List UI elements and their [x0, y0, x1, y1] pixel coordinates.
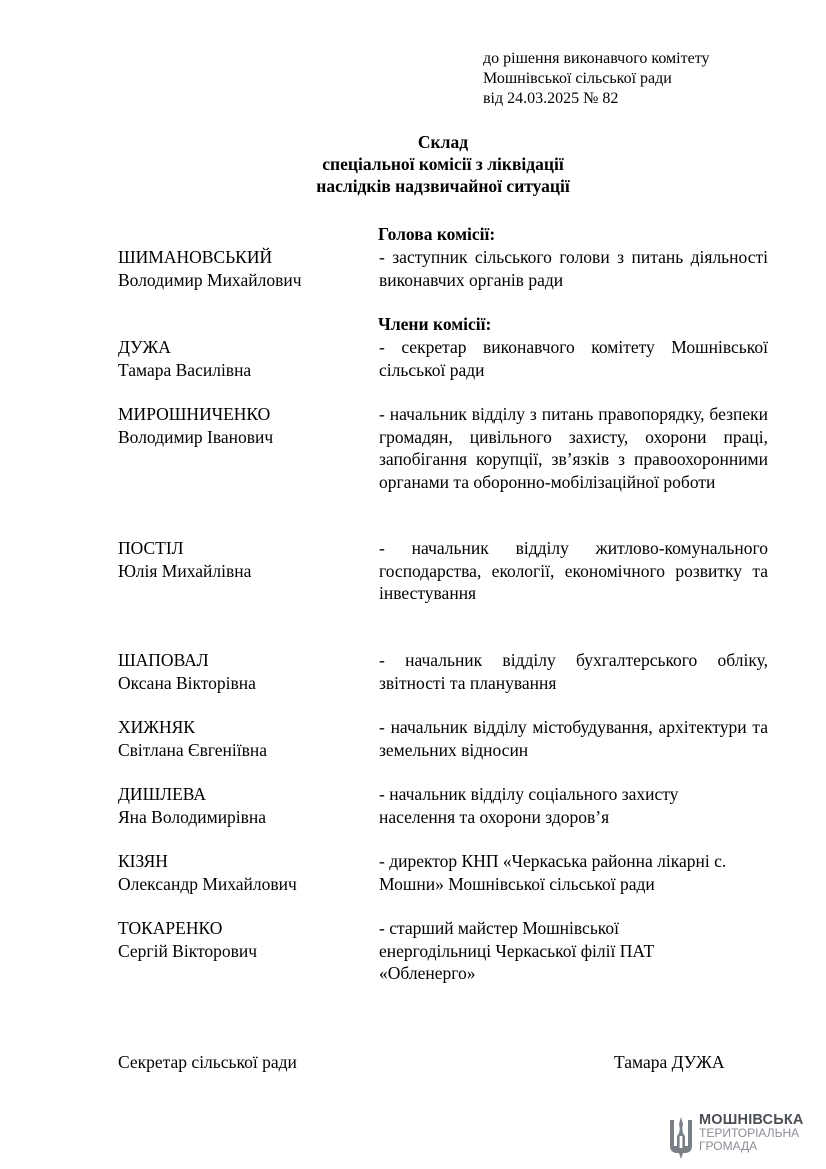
document-title [0, 131, 826, 197]
person-surname: КІЗЯН [118, 851, 168, 871]
person-name [118, 336, 363, 381]
person-position: - начальник відділу бухгалтерського обліку, звітності та планування [379, 650, 768, 693]
title-line: спеціальної комісії з ліквідації [322, 154, 564, 174]
person-position: - секретар виконавчого комітету Мошнівської сільської ради [379, 337, 768, 380]
person-surname: ХИЖНЯК [118, 717, 195, 737]
member-entry [118, 403, 768, 518]
title-line: наслідків надзвичайної ситуації [316, 176, 570, 196]
person-name [118, 537, 363, 582]
member-entry [118, 917, 768, 985]
trident-icon [667, 1116, 695, 1160]
person-given-name: Володимир Михайлович [118, 269, 302, 290]
person-given-name: Юлія Михайлівна [118, 560, 252, 581]
decision-reference-line: до рішення виконавчого комітету [483, 50, 710, 67]
members-heading: Члени комісії: [378, 314, 492, 334]
logo-line: ТЕРИТОРІАЛЬНА [699, 1126, 800, 1140]
person-surname: МИРОШНИЧЕНКО [118, 404, 271, 424]
title-line: Склад [417, 132, 469, 152]
member-entry [118, 716, 768, 762]
person-name [118, 716, 363, 761]
person-name [118, 403, 363, 448]
community-logo [667, 1114, 817, 1162]
logo-text [699, 1114, 804, 1153]
person-given-name: Володимир Іванович [118, 426, 274, 447]
decision-reference [483, 49, 783, 109]
signature-name: Тамара ДУЖА [614, 1052, 725, 1072]
person-surname: ТОКАРЕНКО [118, 918, 223, 938]
person-surname: ШАПОВАЛ [118, 650, 209, 670]
member-entry [118, 850, 768, 896]
decision-reference-line: від 24.03.2025 № 82 [483, 90, 619, 107]
member-entry [118, 336, 768, 382]
logo-line: ГРОМАДА [699, 1139, 758, 1153]
decision-reference-line: Мошнівської сільської ради [483, 70, 672, 87]
person-position: - начальник відділу соціального захисту населення та охорони здоров’я [379, 784, 679, 827]
person-name [118, 783, 363, 828]
person-position: - старший майстер Мошнівської енергодільниці Черкаської філії ПАТ «Обленерго» [379, 918, 655, 983]
person-surname: ДУЖА [118, 337, 171, 357]
person-given-name: Оксана Вікторівна [118, 672, 256, 693]
logo-line: МОШНІВСЬКА [699, 1112, 804, 1128]
person-surname: ШИМАНОВСЬКИЙ [118, 247, 273, 267]
person-name [118, 246, 363, 291]
person-given-name: Світлана Євгеніївна [118, 739, 268, 760]
person-position: - начальник відділу містобудування, архітектури та земельних відносин [379, 717, 768, 760]
member-entry [118, 783, 768, 829]
person-given-name: Олександр Михайлович [118, 873, 297, 894]
person-name [118, 649, 363, 694]
person-given-name: Сергій Вікторович [118, 940, 258, 961]
member-entry [118, 649, 768, 695]
person-position: - заступник сільського голови з питань діяльності виконавчих органів ради [379, 247, 768, 290]
person-position: - начальник відділу з питань правопорядку, безпеки громадян, цивільного захисту, охорони праці, запобігання корупції, зв’язків з правоохоронними органами та оборонно-мобілізаційної роботи [379, 404, 768, 492]
chair-heading: Голова комісії: [378, 224, 496, 244]
person-name [118, 850, 363, 895]
person-surname: ДИШЛЕВА [118, 784, 206, 804]
person-given-name: Тамара Василівна [118, 359, 252, 380]
member-entry [118, 537, 768, 605]
person-given-name: Яна Володимирівна [118, 806, 267, 827]
person-name [118, 917, 363, 962]
signature-title: Секретар сільської ради [118, 1052, 297, 1072]
chair-entry [118, 246, 768, 292]
person-surname: ПОСТІЛ [118, 538, 184, 558]
person-position: - начальник відділу житлово-комунального господарства, екології, економічного розвитку та інвестування [379, 538, 768, 603]
person-position: - директор КНП «Черкаська районна лікарні с. Мошни» Мошнівської сільської ради [379, 851, 727, 894]
